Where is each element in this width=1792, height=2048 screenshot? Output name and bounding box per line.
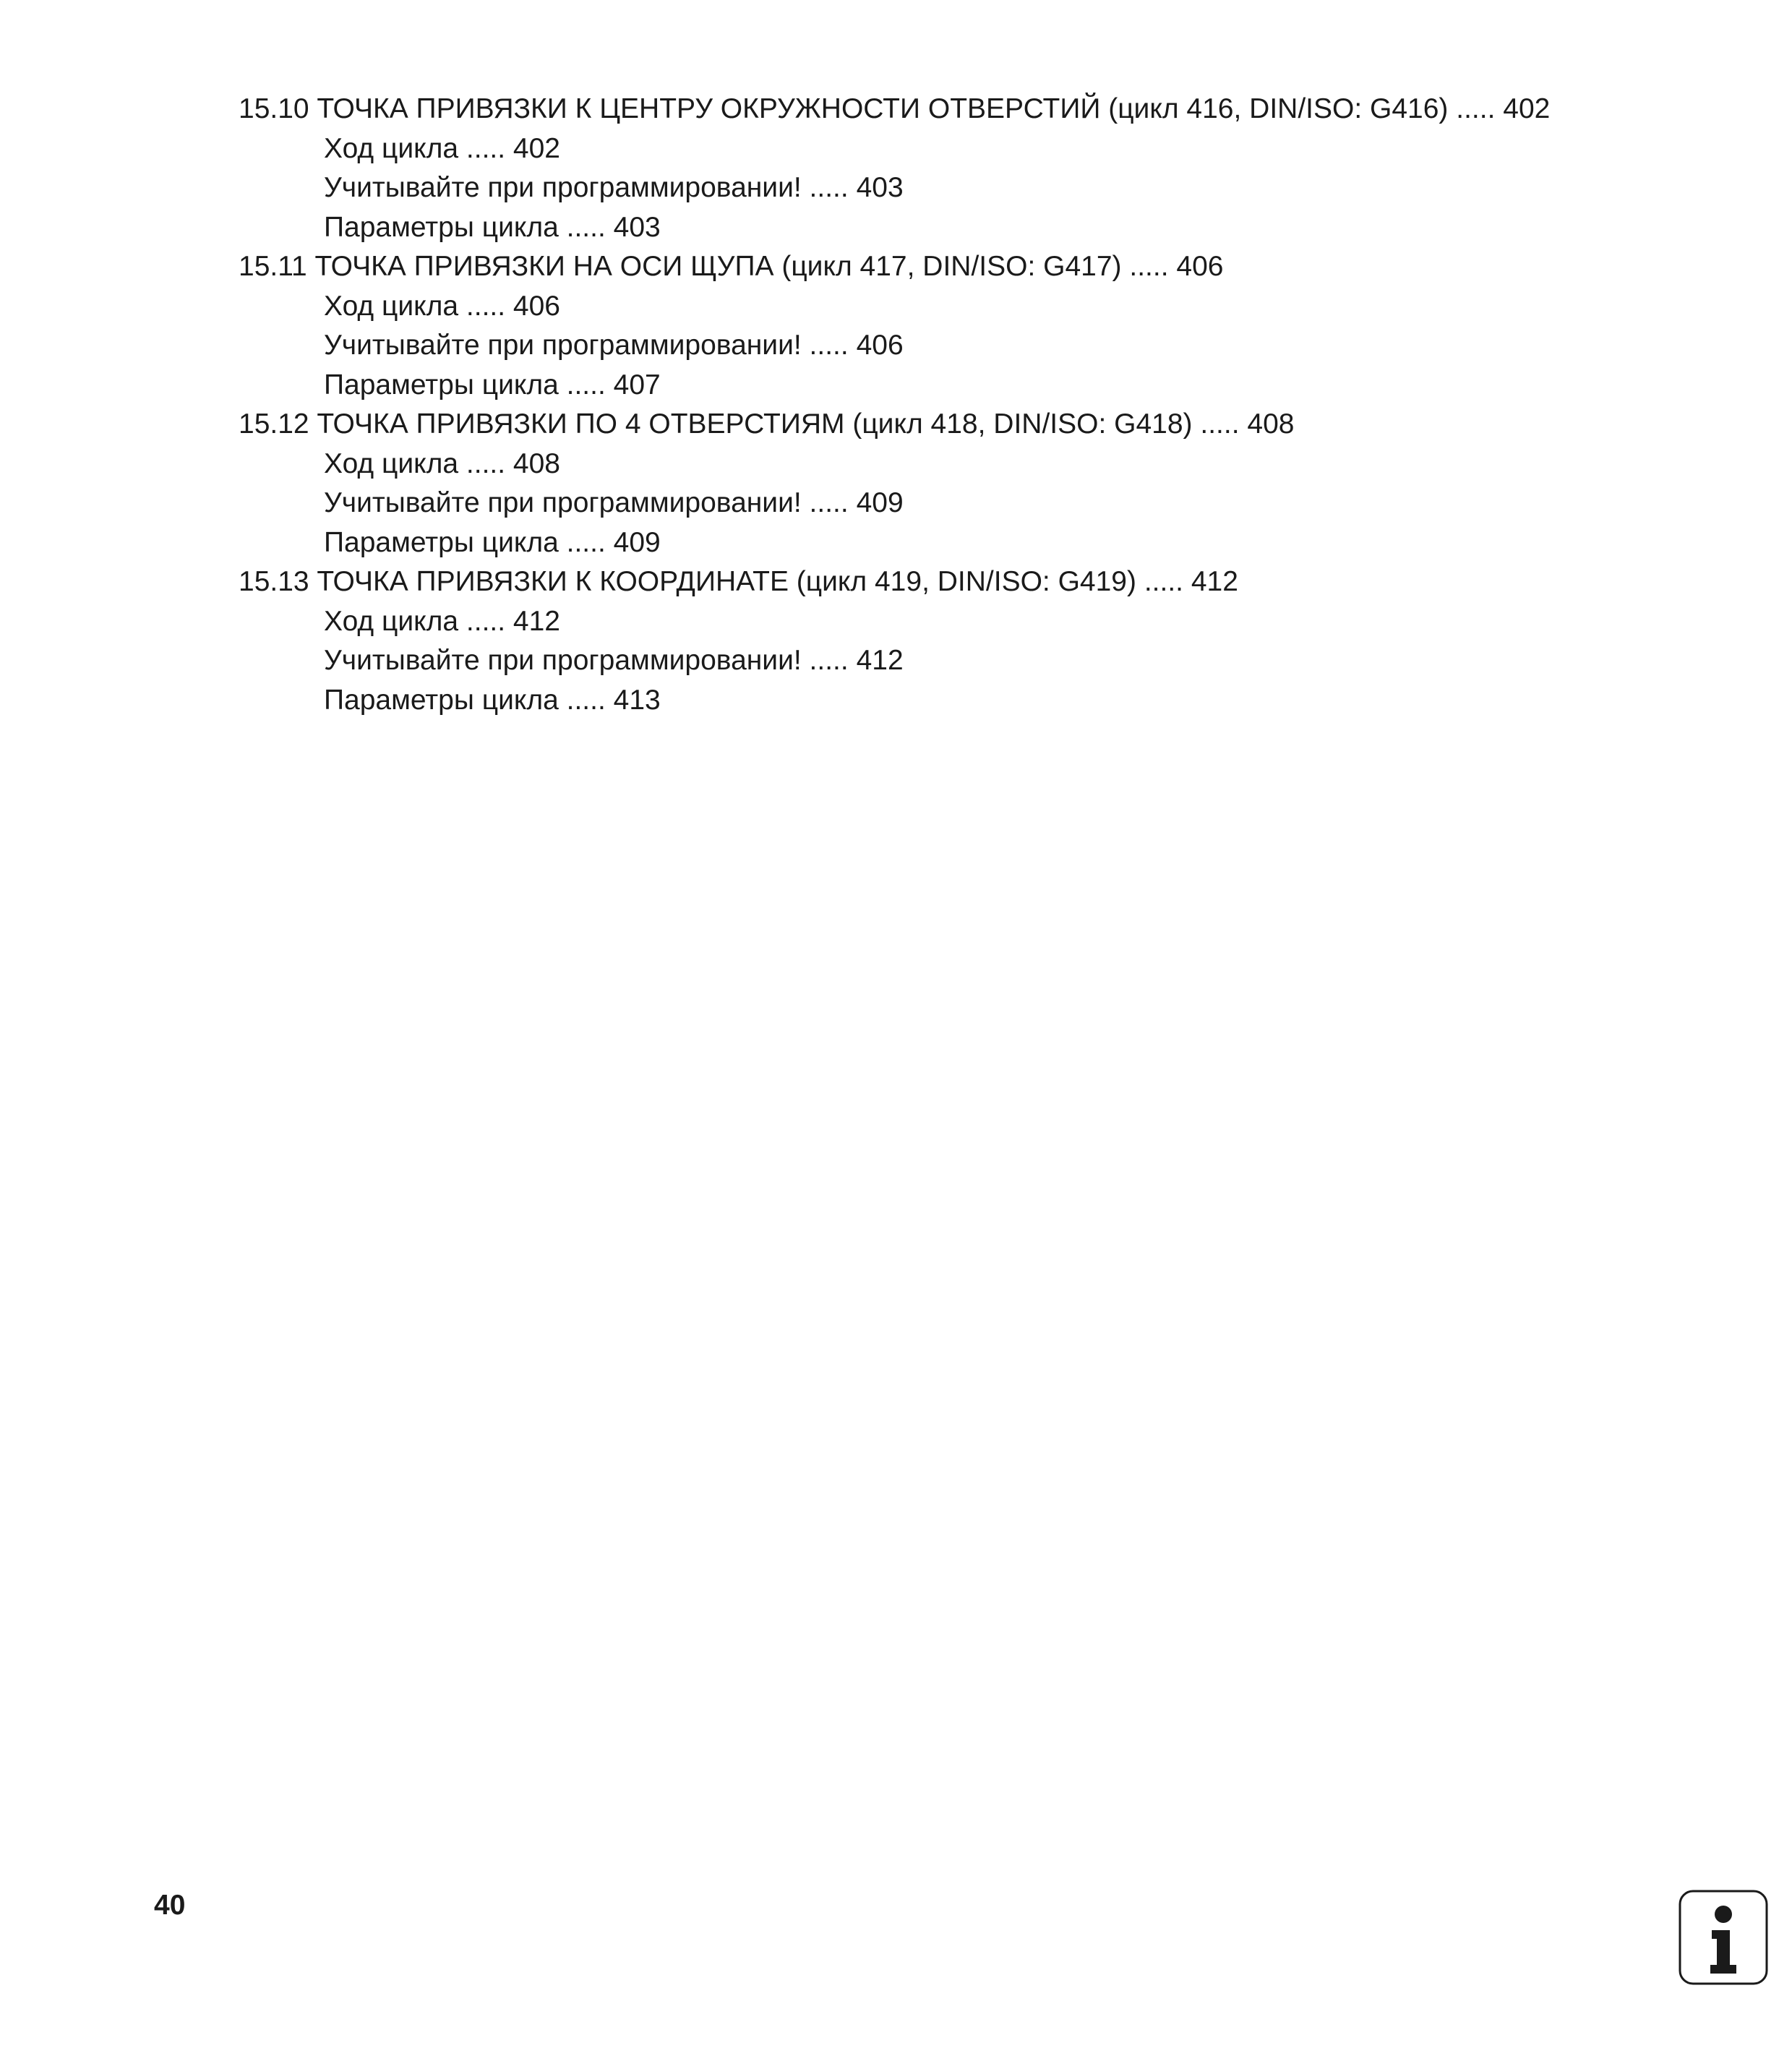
toc-subsection-entry[interactable]: Ход цикла ..... 408 [324, 447, 560, 479]
info-icon [1679, 1890, 1768, 1985]
toc-section-entry[interactable]: 15.11 ТОЧКА ПРИВЯЗКИ НА ОСИ ЩУПА (цикл 417, DIN/ISO: G417) ..... 406 [239, 251, 1224, 282]
toc-subsection-entry[interactable]: Учитывайте при программировании! ..... 412 [324, 645, 904, 676]
toc-subsection-entry[interactable]: Ход цикла ..... 406 [324, 290, 560, 322]
toc-subsection-entry[interactable]: Учитывайте при программировании! ..... 403 [324, 172, 904, 203]
toc-subsection-entry[interactable]: Учитывайте при программировании! ..... 406 [324, 330, 904, 361]
toc-subsection-entry[interactable]: Параметры цикла ..... 409 [324, 526, 661, 558]
toc-subsection-entry[interactable]: Ход цикла ..... 402 [324, 132, 560, 164]
toc-subsection-entry[interactable]: Параметры цикла ..... 413 [324, 684, 661, 716]
page-number: 40 [154, 1890, 186, 1921]
toc-section-entry[interactable]: 15.12 ТОЧКА ПРИВЯЗКИ ПО 4 ОТВЕРСТИЯМ (цикл 418, DIN/ISO: G418) ..... 408 [239, 408, 1295, 440]
toc-subsection-entry[interactable]: Учитывайте при программировании! ..... 409 [324, 487, 904, 518]
toc-section-entry[interactable]: 15.10 ТОЧКА ПРИВЯЗКИ К ЦЕНТРУ ОКРУЖНОСТИ ОТВЕРСТИЙ (цикл 416, DIN/ISO: G416) ..... 402 [239, 93, 1551, 124]
toc-subsection-entry[interactable]: Ход цикла ..... 412 [324, 605, 560, 637]
table-of-contents [239, 90, 1550, 720]
toc-subsection-entry[interactable]: Параметры цикла ..... 407 [324, 369, 661, 400]
toc-subsection-entry[interactable]: Параметры цикла ..... 403 [324, 211, 661, 243]
toc-section-entry[interactable]: 15.13 ТОЧКА ПРИВЯЗКИ К КООРДИНАТЕ (цикл 419, DIN/ISO: G419) ..... 412 [239, 566, 1238, 597]
